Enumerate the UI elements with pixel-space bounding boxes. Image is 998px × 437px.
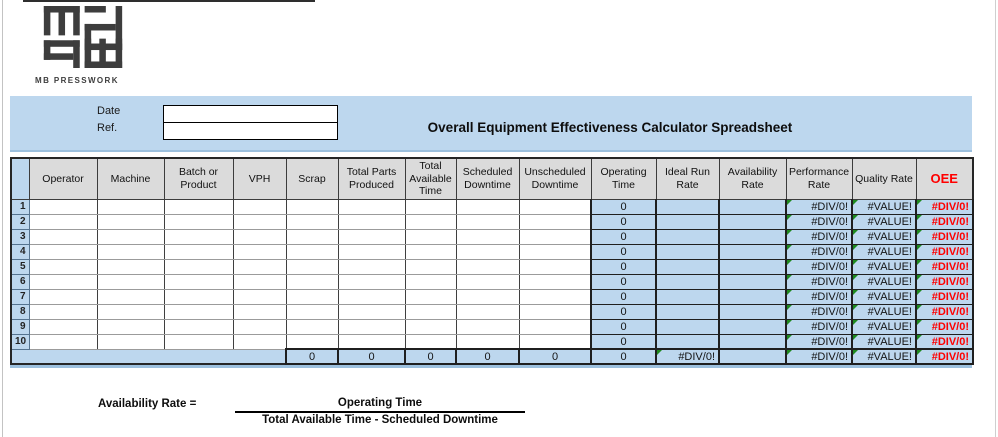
- cell-total-available-time[interactable]: [405, 259, 456, 274]
- cell-ideal-run-rate[interactable]: [656, 304, 719, 319]
- title-banner: [10, 96, 972, 152]
- cell-performance-rate[interactable]: #DIV/0!: [786, 319, 852, 334]
- cell-vph[interactable]: [233, 244, 286, 259]
- total-available-time-cell[interactable]: 0: [405, 349, 456, 364]
- cell-scrap[interactable]: [286, 244, 338, 259]
- cell-performance-rate[interactable]: #DIV/0!: [786, 259, 852, 274]
- cell-performance-rate[interactable]: #DIV/0!: [786, 229, 852, 244]
- cell-total-parts-produced[interactable]: [338, 259, 405, 274]
- mb-presswork-logo-mark: [35, 6, 131, 68]
- cell-operating-time[interactable]: 0: [591, 259, 656, 274]
- cell-batch-or-product[interactable]: [164, 259, 233, 274]
- header-scheduled-downtime[interactable]: Scheduled Downtime: [456, 158, 519, 199]
- date-label: Date: [97, 105, 121, 117]
- cell-operating-time[interactable]: 0: [591, 199, 656, 214]
- total-availability-rate-cell[interactable]: [719, 349, 786, 364]
- cell-oee[interactable]: #DIV/0!: [916, 214, 973, 229]
- row-number-cell[interactable]: 9: [11, 319, 29, 334]
- totals-underlay: [11, 349, 286, 364]
- table-row: [11, 214, 973, 229]
- cell-total-available-time[interactable]: [405, 304, 456, 319]
- cell-total-available-time[interactable]: [405, 229, 456, 244]
- cell-vph[interactable]: [233, 289, 286, 304]
- cell-oee[interactable]: #DIV/0!: [916, 319, 973, 334]
- row-number-cell[interactable]: 8: [11, 304, 29, 319]
- table-bottom-accent: [10, 365, 972, 368]
- table-row: [11, 289, 973, 304]
- cell-vph[interactable]: [233, 199, 286, 214]
- cell-batch-or-product[interactable]: [164, 289, 233, 304]
- cell-machine[interactable]: [97, 334, 164, 349]
- cell-total-parts-produced[interactable]: [338, 334, 405, 349]
- cell-machine[interactable]: [97, 199, 164, 214]
- cell-availability-rate[interactable]: [719, 259, 786, 274]
- total-performance-rate-cell[interactable]: #DIV/0!: [786, 349, 852, 364]
- cell-scheduled-downtime[interactable]: [456, 304, 519, 319]
- cell-batch-or-product[interactable]: [164, 304, 233, 319]
- row-number-cell[interactable]: 5: [11, 259, 29, 274]
- cell-operator[interactable]: [29, 214, 97, 229]
- formula-label: Availability Rate =: [98, 398, 197, 410]
- cell-machine[interactable]: [97, 289, 164, 304]
- total-ideal-run-rate-cell[interactable]: #DIV/0!: [656, 349, 719, 364]
- cell-batch-or-product[interactable]: [164, 214, 233, 229]
- cell-oee[interactable]: #DIV/0!: [916, 274, 973, 289]
- header-quality-rate[interactable]: Quality Rate: [852, 158, 916, 199]
- cell-scheduled-downtime[interactable]: [456, 199, 519, 214]
- header-machine[interactable]: Machine: [97, 158, 164, 199]
- window-edge-top: [23, 0, 315, 2]
- cell-quality-rate[interactable]: #VALUE!: [852, 199, 916, 214]
- cell-operating-time[interactable]: 0: [591, 289, 656, 304]
- cell-performance-rate[interactable]: #DIV/0!: [786, 289, 852, 304]
- cell-unscheduled-downtime[interactable]: [519, 334, 591, 349]
- cell-vph[interactable]: [233, 229, 286, 244]
- header-performance-rate[interactable]: Performance Rate: [786, 158, 852, 199]
- cell-unscheduled-downtime[interactable]: [519, 304, 591, 319]
- row-number-cell[interactable]: 2: [11, 214, 29, 229]
- cell-operator[interactable]: [29, 334, 97, 349]
- cell-performance-rate[interactable]: #DIV/0!: [786, 304, 852, 319]
- total-oee-cell[interactable]: #DIV/0!: [916, 349, 973, 364]
- formula-numerator: Operating Time: [235, 397, 525, 413]
- cell-availability-rate[interactable]: [719, 334, 786, 349]
- cell-machine[interactable]: [97, 274, 164, 289]
- header-total-parts-produced[interactable]: Total Parts Produced: [338, 158, 405, 199]
- cell-operator[interactable]: [29, 319, 97, 334]
- table-row: [11, 229, 973, 244]
- table-row: [11, 259, 973, 274]
- cell-total-parts-produced[interactable]: [338, 304, 405, 319]
- cell-operator[interactable]: [29, 304, 97, 319]
- cell-operating-time[interactable]: 0: [591, 214, 656, 229]
- cell-ideal-run-rate[interactable]: [656, 274, 719, 289]
- cell-batch-or-product[interactable]: [164, 319, 233, 334]
- cell-operating-time[interactable]: 0: [591, 319, 656, 334]
- header-scrap[interactable]: Scrap: [286, 158, 338, 199]
- cell-performance-rate[interactable]: #DIV/0!: [786, 199, 852, 214]
- cell-operator[interactable]: [29, 289, 97, 304]
- total-parts-produced-cell[interactable]: 0: [338, 349, 405, 364]
- cell-oee[interactable]: #DIV/0!: [916, 304, 973, 319]
- window-edge-left: [2, 0, 3, 437]
- cell-scheduled-downtime[interactable]: [456, 289, 519, 304]
- header-total-available-time[interactable]: Total Available Time: [405, 158, 456, 199]
- cell-quality-rate[interactable]: #VALUE!: [852, 304, 916, 319]
- header-batch-or-product[interactable]: Batch or Product: [164, 158, 233, 199]
- cell-ideal-run-rate[interactable]: [656, 244, 719, 259]
- cell-quality-rate[interactable]: #VALUE!: [852, 244, 916, 259]
- cell-operating-time[interactable]: 0: [591, 244, 656, 259]
- cell-batch-or-product[interactable]: [164, 229, 233, 244]
- cell-quality-rate[interactable]: #VALUE!: [852, 319, 916, 334]
- total-operating-time-cell[interactable]: 0: [591, 349, 656, 364]
- cell-availability-rate[interactable]: [719, 289, 786, 304]
- header-unscheduled-downtime[interactable]: Unscheduled Downtime: [519, 158, 591, 199]
- header-operator[interactable]: Operator: [29, 158, 97, 199]
- cell-total-parts-produced[interactable]: [338, 199, 405, 214]
- cell-ideal-run-rate[interactable]: [656, 214, 719, 229]
- cell-oee[interactable]: #DIV/0!: [916, 259, 973, 274]
- cell-operator[interactable]: [29, 199, 97, 214]
- cell-total-available-time[interactable]: [405, 214, 456, 229]
- cell-scheduled-downtime[interactable]: [456, 259, 519, 274]
- page-title: Overall Equipment Effectiveness Calculator Spreadsheet: [427, 120, 793, 135]
- cell-total-available-time[interactable]: [405, 274, 456, 289]
- row-number-cell[interactable]: 10: [11, 334, 29, 349]
- cell-availability-rate[interactable]: [719, 199, 786, 214]
- table-row: [11, 244, 973, 259]
- total-quality-rate-cell[interactable]: #VALUE!: [852, 349, 916, 364]
- cell-scrap[interactable]: [286, 229, 338, 244]
- cell-unscheduled-downtime[interactable]: [519, 274, 591, 289]
- cell-scrap[interactable]: [286, 199, 338, 214]
- cell-vph[interactable]: [233, 274, 286, 289]
- table-row: [11, 304, 973, 319]
- corner-cell[interactable]: [11, 158, 29, 199]
- cell-total-parts-produced[interactable]: [338, 244, 405, 259]
- table-row: [11, 319, 973, 334]
- cell-performance-rate[interactable]: #DIV/0!: [786, 334, 852, 349]
- ref-label: Ref.: [97, 122, 118, 134]
- cell-oee[interactable]: #DIV/0!: [916, 244, 973, 259]
- cell-machine[interactable]: [97, 259, 164, 274]
- cell-availability-rate[interactable]: [719, 274, 786, 289]
- cell-performance-rate[interactable]: #DIV/0!: [786, 244, 852, 259]
- cell-scheduled-downtime[interactable]: [456, 229, 519, 244]
- cell-ideal-run-rate[interactable]: [656, 259, 719, 274]
- cell-quality-rate[interactable]: #VALUE!: [852, 214, 916, 229]
- cell-unscheduled-downtime[interactable]: [519, 319, 591, 334]
- totals-row: [11, 349, 973, 364]
- cell-availability-rate[interactable]: [719, 319, 786, 334]
- cell-operator[interactable]: [29, 259, 97, 274]
- row-number-cell[interactable]: 7: [11, 289, 29, 304]
- table-row: [11, 334, 973, 349]
- cell-total-available-time[interactable]: [405, 199, 456, 214]
- cell-scrap[interactable]: [286, 334, 338, 349]
- cell-unscheduled-downtime[interactable]: [519, 289, 591, 304]
- cell-total-parts-produced[interactable]: [338, 229, 405, 244]
- cell-ideal-run-rate[interactable]: [656, 319, 719, 334]
- cell-scheduled-downtime[interactable]: [456, 244, 519, 259]
- row-number-cell[interactable]: 4: [11, 244, 29, 259]
- cell-machine[interactable]: [97, 229, 164, 244]
- mb-presswork-logo: [35, 6, 135, 85]
- cell-batch-or-product[interactable]: [164, 244, 233, 259]
- cell-scheduled-downtime[interactable]: [456, 214, 519, 229]
- cell-total-available-time[interactable]: [405, 319, 456, 334]
- cell-total-available-time[interactable]: [405, 244, 456, 259]
- cell-vph[interactable]: [233, 214, 286, 229]
- formula-fraction: [235, 397, 525, 426]
- cell-machine[interactable]: [97, 214, 164, 229]
- date-input[interactable]: [163, 105, 338, 123]
- cell-scrap[interactable]: [286, 274, 338, 289]
- cell-batch-or-product[interactable]: [164, 334, 233, 349]
- cell-availability-rate[interactable]: [719, 244, 786, 259]
- header-vph[interactable]: VPH: [233, 158, 286, 199]
- oee-table: [10, 157, 972, 368]
- cell-scrap[interactable]: [286, 319, 338, 334]
- ref-input[interactable]: [163, 122, 338, 140]
- cell-total-parts-produced[interactable]: [338, 319, 405, 334]
- cell-operating-time[interactable]: 0: [591, 304, 656, 319]
- cell-total-parts-produced[interactable]: [338, 214, 405, 229]
- cell-machine[interactable]: [97, 319, 164, 334]
- cell-total-parts-produced[interactable]: [338, 274, 405, 289]
- header-availability-rate[interactable]: Availability Rate: [719, 158, 786, 199]
- cell-total-available-time[interactable]: [405, 334, 456, 349]
- cell-quality-rate[interactable]: #VALUE!: [852, 274, 916, 289]
- cell-oee[interactable]: #DIV/0!: [916, 289, 973, 304]
- cell-oee[interactable]: #DIV/0!: [916, 229, 973, 244]
- cell-vph[interactable]: [233, 304, 286, 319]
- cell-batch-or-product[interactable]: [164, 274, 233, 289]
- cell-oee[interactable]: #DIV/0!: [916, 334, 973, 349]
- cell-ideal-run-rate[interactable]: [656, 334, 719, 349]
- cell-scheduled-downtime[interactable]: [456, 334, 519, 349]
- header-ideal-run-rate[interactable]: Ideal Run Rate: [656, 158, 719, 199]
- cell-vph[interactable]: [233, 259, 286, 274]
- cell-availability-rate[interactable]: [719, 304, 786, 319]
- header-row: [11, 158, 973, 199]
- cell-performance-rate[interactable]: #DIV/0!: [786, 214, 852, 229]
- total-scrap-cell[interactable]: 0: [286, 349, 338, 364]
- row-number-cell[interactable]: 1: [11, 199, 29, 214]
- cell-scrap[interactable]: [286, 214, 338, 229]
- cell-operator[interactable]: [29, 244, 97, 259]
- cell-operating-time[interactable]: 0: [591, 274, 656, 289]
- cell-unscheduled-downtime[interactable]: [519, 244, 591, 259]
- row-number-cell[interactable]: 6: [11, 274, 29, 289]
- cell-machine[interactable]: [97, 304, 164, 319]
- cell-total-available-time[interactable]: [405, 289, 456, 304]
- cell-scheduled-downtime[interactable]: [456, 319, 519, 334]
- cell-batch-or-product[interactable]: [164, 199, 233, 214]
- header-operating-time[interactable]: Operating Time: [591, 158, 656, 199]
- cell-total-parts-produced[interactable]: [338, 289, 405, 304]
- cell-vph[interactable]: [233, 334, 286, 349]
- cell-operating-time[interactable]: 0: [591, 334, 656, 349]
- header-oee[interactable]: OEE: [916, 158, 973, 199]
- cell-operator[interactable]: [29, 274, 97, 289]
- cell-availability-rate[interactable]: [719, 229, 786, 244]
- formula-denominator: Total Available Time - Scheduled Downtime: [262, 414, 498, 426]
- cell-unscheduled-downtime[interactable]: [519, 214, 591, 229]
- cell-quality-rate[interactable]: #VALUE!: [852, 259, 916, 274]
- total-scheduled-downtime-cell[interactable]: 0: [456, 349, 519, 364]
- cell-vph[interactable]: [233, 319, 286, 334]
- cell-scheduled-downtime[interactable]: [456, 274, 519, 289]
- cell-ideal-run-rate[interactable]: [656, 229, 719, 244]
- total-unscheduled-downtime-cell[interactable]: 0: [519, 349, 591, 364]
- table-row: [11, 199, 973, 214]
- cell-oee[interactable]: #DIV/0!: [916, 199, 973, 214]
- cell-scrap[interactable]: [286, 304, 338, 319]
- cell-quality-rate[interactable]: #VALUE!: [852, 289, 916, 304]
- cell-quality-rate[interactable]: #VALUE!: [852, 334, 916, 349]
- cell-quality-rate[interactable]: #VALUE!: [852, 229, 916, 244]
- cell-ideal-run-rate[interactable]: [656, 199, 719, 214]
- cell-unscheduled-downtime[interactable]: [519, 199, 591, 214]
- cell-unscheduled-downtime[interactable]: [519, 259, 591, 274]
- cell-availability-rate[interactable]: [719, 214, 786, 229]
- row-number-cell[interactable]: 3: [11, 229, 29, 244]
- cell-operating-time[interactable]: 0: [591, 229, 656, 244]
- window-edge-right: [995, 0, 996, 437]
- cell-machine[interactable]: [97, 244, 164, 259]
- cell-operator[interactable]: [29, 229, 97, 244]
- cell-scrap[interactable]: [286, 289, 338, 304]
- table-row: [11, 274, 973, 289]
- cell-unscheduled-downtime[interactable]: [519, 229, 591, 244]
- brand-text: MB PRESSWORK: [35, 76, 119, 85]
- cell-ideal-run-rate[interactable]: [656, 289, 719, 304]
- cell-scrap[interactable]: [286, 259, 338, 274]
- cell-performance-rate[interactable]: #DIV/0!: [786, 274, 852, 289]
